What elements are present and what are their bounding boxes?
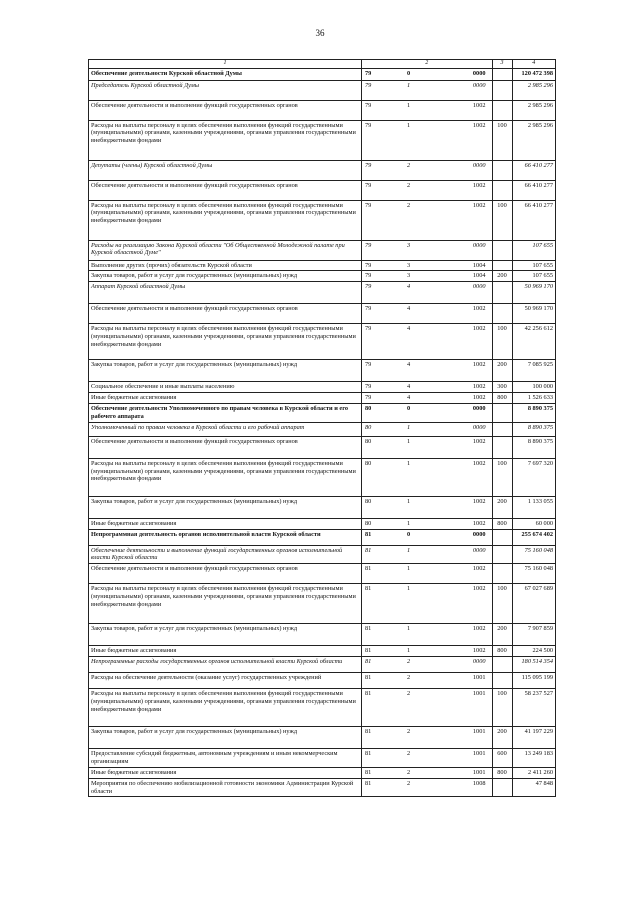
- row-expense-type: [492, 403, 512, 422]
- row-code-a: 81: [362, 749, 406, 768]
- row-name: Расходы на выплаты персоналу в целях обеспечения выполнения функций государственными (муниципальными) органами, казенными учреждениями, органами управления государственными внебюджетными фондами: [89, 689, 362, 727]
- row-sum: 75 160 048: [512, 564, 556, 584]
- row-sum: 66 410 277: [512, 160, 556, 180]
- row-code-c: 1002: [449, 518, 493, 529]
- table-row: [89, 584, 556, 624]
- row-code-c: 1001: [449, 767, 493, 778]
- row-code-b: 1: [405, 496, 449, 518]
- row-code-a: 81: [362, 689, 406, 727]
- row-code-c: 0000: [449, 240, 493, 260]
- row-expense-type: 200: [492, 496, 512, 518]
- row-code-b: 2: [405, 749, 449, 768]
- row-name: Расходы на выплаты персоналу в целях обеспечения выполнения функций государственными (муниципальными) органами, казенными учреждениями, органами управления государственными внебюджетными фондами: [89, 458, 362, 496]
- row-code-a: 81: [362, 767, 406, 778]
- row-expense-type: 100: [492, 458, 512, 496]
- row-name: Иные бюджетные ассигнования: [89, 393, 362, 404]
- table-row: [89, 458, 556, 496]
- row-code-a: 81: [362, 657, 406, 673]
- row-sum: 180 514 354: [512, 657, 556, 673]
- row-code-a: 81: [362, 673, 406, 689]
- row-code-c: 1001: [449, 749, 493, 768]
- row-expense-type: 200: [492, 271, 512, 282]
- row-sum: 255 674 402: [512, 529, 556, 545]
- header-col-3: 3: [492, 60, 512, 69]
- table-row: [89, 657, 556, 673]
- row-sum: 41 197 229: [512, 727, 556, 749]
- row-code-a: 81: [362, 529, 406, 545]
- row-code-a: 81: [362, 624, 406, 646]
- row-sum: 1 133 055: [512, 496, 556, 518]
- row-code-b: 1: [405, 564, 449, 584]
- row-code-b: 2: [405, 673, 449, 689]
- row-code-b: 2: [405, 160, 449, 180]
- row-code-b: 2: [405, 200, 449, 240]
- row-code-b: 1: [405, 436, 449, 458]
- row-expense-type: 300: [492, 382, 512, 393]
- row-name: Обеспечение деятельности Уполномоченного по правам человека в Курской области и его рабочего аппарата: [89, 403, 362, 422]
- table-row: [89, 403, 556, 422]
- row-code-c: 1001: [449, 673, 493, 689]
- row-name: Расходы на выплаты персоналу в целях обеспечения выполнения функций государственными (муниципальными) органами, казенными учреждениями, органами управления государственными внебюджетными фондами: [89, 324, 362, 360]
- row-expense-type: 800: [492, 767, 512, 778]
- row-expense-type: 200: [492, 624, 512, 646]
- row-code-a: 79: [362, 260, 406, 271]
- table-row: [89, 778, 556, 797]
- table-row: [89, 673, 556, 689]
- row-sum: 42 256 612: [512, 324, 556, 360]
- row-expense-type: [492, 80, 512, 100]
- row-code-b: 0: [405, 529, 449, 545]
- row-code-b: 1: [405, 518, 449, 529]
- row-sum: 2 411 260: [512, 767, 556, 778]
- row-expense-type: 800: [492, 646, 512, 657]
- row-sum: 7 907 859: [512, 624, 556, 646]
- row-expense-type: [492, 68, 512, 80]
- row-code-b: 1: [405, 100, 449, 120]
- row-expense-type: [492, 657, 512, 673]
- row-name: Расходы на реализацию Закона Курской области "Об Общественной Молодежной палате при Курской областной Думе": [89, 240, 362, 260]
- row-code-a: 80: [362, 436, 406, 458]
- row-sum: 58 237 527: [512, 689, 556, 727]
- table-row: [89, 180, 556, 200]
- table-row: [89, 360, 556, 382]
- row-code-a: 80: [362, 403, 406, 422]
- row-code-c: 0000: [449, 422, 493, 436]
- row-code-b: 1: [405, 624, 449, 646]
- row-code-a: 79: [362, 68, 406, 80]
- row-expense-type: 600: [492, 749, 512, 768]
- table-row: [89, 727, 556, 749]
- table-row: [89, 749, 556, 768]
- row-name: Расходы на выплаты персоналу в целях обеспечения выполнения функций государственными (муниципальными) органами, казенными учреждениями, органами управления государственными внебюджетными фондами: [89, 200, 362, 240]
- row-code-a: 79: [362, 160, 406, 180]
- row-code-c: 0000: [449, 68, 493, 80]
- row-expense-type: [492, 160, 512, 180]
- row-name: Непрограммная деятельность органов исполнительной власти Курской области: [89, 529, 362, 545]
- row-name: Обеспечение деятельности и выполнение функций государственных органов: [89, 564, 362, 584]
- row-sum: 2 985 296: [512, 120, 556, 160]
- row-expense-type: 100: [492, 324, 512, 360]
- row-code-b: 1: [405, 646, 449, 657]
- row-code-c: 1002: [449, 646, 493, 657]
- table-row: [89, 529, 556, 545]
- table-row: [89, 68, 556, 80]
- budget-table: [88, 59, 556, 797]
- row-code-c: 0000: [449, 160, 493, 180]
- row-name: Закупка товаров, работ и услуг для государственных (муниципальных) нужд: [89, 727, 362, 749]
- row-name: Иные бюджетные ассигнования: [89, 767, 362, 778]
- row-sum: 47 848: [512, 778, 556, 797]
- row-name: Расходы на выплаты персоналу в целях обеспечения выполнения функций государственными (муниципальными) органами, казенными учреждениями, органами управления государственными внебюджетными фондами: [89, 120, 362, 160]
- row-code-a: 79: [362, 200, 406, 240]
- row-code-c: 1002: [449, 304, 493, 324]
- row-name: Закупка товаров, работ и услуг для государственных (муниципальных) нужд: [89, 624, 362, 646]
- row-code-a: 80: [362, 496, 406, 518]
- row-expense-type: 100: [492, 584, 512, 624]
- row-sum: 120 472 398: [512, 68, 556, 80]
- row-code-c: 1002: [449, 360, 493, 382]
- row-name: Закупка товаров, работ и услуг для государственных (муниципальных) нужд: [89, 360, 362, 382]
- row-code-c: 1004: [449, 260, 493, 271]
- row-sum: 66 410 277: [512, 200, 556, 240]
- row-expense-type: 100: [492, 689, 512, 727]
- row-sum: 7 697 320: [512, 458, 556, 496]
- row-code-b: 1: [405, 458, 449, 496]
- row-expense-type: [492, 545, 512, 564]
- row-code-c: 1002: [449, 624, 493, 646]
- row-name: Предоставление субсидий бюджетным, автономным учреждениям и иным некоммерческим организациям: [89, 749, 362, 768]
- row-code-b: 2: [405, 767, 449, 778]
- row-code-c: 0000: [449, 529, 493, 545]
- row-name: Обеспечение деятельности и выполнение функций государственных органов: [89, 180, 362, 200]
- table-row: [89, 496, 556, 518]
- row-sum: 2 985 296: [512, 80, 556, 100]
- row-sum: 50 969 170: [512, 304, 556, 324]
- row-code-c: 1002: [449, 393, 493, 404]
- row-name: Иные бюджетные ассигнования: [89, 646, 362, 657]
- row-sum: 67 027 689: [512, 584, 556, 624]
- row-code-b: 3: [405, 271, 449, 282]
- row-name: Уполномоченный по правам человека в Курской области и его рабочий аппарат: [89, 422, 362, 436]
- row-code-c: 0000: [449, 657, 493, 673]
- row-code-b: 2: [405, 657, 449, 673]
- row-sum: 7 085 925: [512, 360, 556, 382]
- row-name: Иные бюджетные ассигнования: [89, 518, 362, 529]
- row-expense-type: [492, 304, 512, 324]
- header-col-2: 2: [362, 60, 493, 69]
- row-name: Обеспечение деятельности Курской областной Думы: [89, 68, 362, 80]
- row-expense-type: [492, 422, 512, 436]
- row-code-b: 4: [405, 324, 449, 360]
- row-sum: 224 500: [512, 646, 556, 657]
- row-expense-type: 100: [492, 200, 512, 240]
- row-code-b: 1: [405, 80, 449, 100]
- row-name: Аппарат Курской областной Думы: [89, 282, 362, 304]
- row-code-b: 2: [405, 180, 449, 200]
- row-expense-type: [492, 260, 512, 271]
- row-sum: 75 160 048: [512, 545, 556, 564]
- row-expense-type: [492, 778, 512, 797]
- row-sum: 107 655: [512, 260, 556, 271]
- row-code-b: 4: [405, 382, 449, 393]
- row-code-b: 0: [405, 68, 449, 80]
- row-name: Закупка товаров, работ и услуг для государственных (муниципальных) нужд: [89, 271, 362, 282]
- table-row: [89, 304, 556, 324]
- row-sum: 8 890 375: [512, 436, 556, 458]
- row-sum: 50 969 170: [512, 282, 556, 304]
- row-code-b: 4: [405, 282, 449, 304]
- row-code-c: 1002: [449, 584, 493, 624]
- row-code-a: 81: [362, 584, 406, 624]
- row-code-c: 1002: [449, 200, 493, 240]
- row-code-c: 1002: [449, 496, 493, 518]
- table-row: [89, 120, 556, 160]
- row-name: Непрограммные расходы государственных органов исполнительной власти Курской области: [89, 657, 362, 673]
- row-sum: 8 890 375: [512, 403, 556, 422]
- table-header-row: [89, 60, 556, 69]
- row-name: Обеспечение деятельности и выполнение функций государственных органов: [89, 436, 362, 458]
- row-expense-type: [492, 436, 512, 458]
- table-row: [89, 393, 556, 404]
- row-expense-type: 800: [492, 518, 512, 529]
- row-code-c: 1002: [449, 436, 493, 458]
- row-code-c: 0000: [449, 545, 493, 564]
- row-expense-type: [492, 529, 512, 545]
- row-expense-type: [492, 282, 512, 304]
- row-expense-type: [492, 180, 512, 200]
- row-sum: 8 890 375: [512, 422, 556, 436]
- row-name: Председатель Курской областной Думы: [89, 80, 362, 100]
- row-code-a: 79: [362, 282, 406, 304]
- row-expense-type: [492, 673, 512, 689]
- row-code-c: 1002: [449, 180, 493, 200]
- row-name: Расходы на выплаты персоналу в целях обеспечения выполнения функций государственными (муниципальными) органами, казенными учреждениями, органами управления государственными внебюджетными фондами: [89, 584, 362, 624]
- table-row: [89, 689, 556, 727]
- row-name: Обеспечение деятельности и выполнение функций государственных органов: [89, 304, 362, 324]
- row-code-a: 79: [362, 304, 406, 324]
- row-code-a: 81: [362, 778, 406, 797]
- table-row: [89, 518, 556, 529]
- row-code-a: 81: [362, 727, 406, 749]
- row-code-c: 1002: [449, 564, 493, 584]
- header-col-1: 1: [89, 60, 362, 69]
- table-row: [89, 80, 556, 100]
- row-name: Депутаты (члены) Курской областной Думы: [89, 160, 362, 180]
- row-expense-type: [492, 240, 512, 260]
- row-code-a: 79: [362, 100, 406, 120]
- row-expense-type: [492, 564, 512, 584]
- table-row: [89, 200, 556, 240]
- row-code-a: 79: [362, 180, 406, 200]
- row-code-a: 80: [362, 458, 406, 496]
- row-code-b: 3: [405, 240, 449, 260]
- row-sum: 1 526 633: [512, 393, 556, 404]
- table-row: [89, 271, 556, 282]
- row-code-b: 1: [405, 584, 449, 624]
- row-code-c: 0000: [449, 403, 493, 422]
- row-code-a: 80: [362, 422, 406, 436]
- row-name: Обеспечение деятельности и выполнение функций государственных органов: [89, 100, 362, 120]
- table-row: [89, 564, 556, 584]
- row-sum: 115 095 199: [512, 673, 556, 689]
- row-code-c: 1001: [449, 727, 493, 749]
- row-code-a: 79: [362, 393, 406, 404]
- row-code-c: 0000: [449, 80, 493, 100]
- row-code-a: 80: [362, 518, 406, 529]
- row-expense-type: 100: [492, 120, 512, 160]
- row-sum: 107 655: [512, 271, 556, 282]
- row-sum: 13 249 183: [512, 749, 556, 768]
- row-code-b: 4: [405, 360, 449, 382]
- row-expense-type: [492, 100, 512, 120]
- row-code-a: 79: [362, 382, 406, 393]
- row-code-c: 1002: [449, 458, 493, 496]
- table-row: [89, 260, 556, 271]
- row-code-a: 79: [362, 324, 406, 360]
- row-expense-type: 200: [492, 727, 512, 749]
- row-sum: 66 410 277: [512, 180, 556, 200]
- header-col-4: 4: [512, 60, 556, 69]
- row-code-a: 79: [362, 240, 406, 260]
- row-name: Мероприятия по обеспечению мобилизационной готовности экономики Администрации Курской области: [89, 778, 362, 797]
- row-code-a: 79: [362, 80, 406, 100]
- row-code-a: 79: [362, 360, 406, 382]
- row-code-a: 81: [362, 646, 406, 657]
- row-code-c: 1002: [449, 100, 493, 120]
- table-row: [89, 767, 556, 778]
- row-sum: 2 985 296: [512, 100, 556, 120]
- row-name: Закупка товаров, работ и услуг для государственных (муниципальных) нужд: [89, 496, 362, 518]
- row-code-a: 81: [362, 545, 406, 564]
- row-code-b: 2: [405, 727, 449, 749]
- row-code-a: 79: [362, 271, 406, 282]
- row-code-b: 1: [405, 422, 449, 436]
- row-name: Расходы на обеспечение деятельности (оказание услуг) государственных учреждений: [89, 673, 362, 689]
- row-sum: 100 000: [512, 382, 556, 393]
- table-row: [89, 382, 556, 393]
- row-code-a: 81: [362, 564, 406, 584]
- row-code-c: 1001: [449, 689, 493, 727]
- row-sum: 107 655: [512, 240, 556, 260]
- table-row: [89, 436, 556, 458]
- table-row: [89, 624, 556, 646]
- row-code-b: 2: [405, 778, 449, 797]
- table-row: [89, 100, 556, 120]
- row-code-b: 1: [405, 545, 449, 564]
- table-row: [89, 646, 556, 657]
- row-code-c: 1002: [449, 120, 493, 160]
- row-code-c: 1004: [449, 271, 493, 282]
- table-row: [89, 160, 556, 180]
- row-code-b: 0: [405, 403, 449, 422]
- page-number: 36: [315, 28, 325, 38]
- row-code-c: 1008: [449, 778, 493, 797]
- row-code-a: 79: [362, 120, 406, 160]
- row-code-c: 1002: [449, 382, 493, 393]
- row-sum: 60 000: [512, 518, 556, 529]
- row-name: Обеспечение деятельности и выполнение функций государственных органов исполнительной власти Курской области: [89, 545, 362, 564]
- table-row: [89, 324, 556, 360]
- row-code-b: 4: [405, 304, 449, 324]
- row-expense-type: 800: [492, 393, 512, 404]
- row-code-c: 0000: [449, 282, 493, 304]
- row-code-b: 2: [405, 689, 449, 727]
- row-code-b: 1: [405, 120, 449, 160]
- row-expense-type: 200: [492, 360, 512, 382]
- row-name: Выполнение других (прочих) обязательств Курской области: [89, 260, 362, 271]
- row-code-b: 3: [405, 260, 449, 271]
- table-row: [89, 422, 556, 436]
- row-code-c: 1002: [449, 324, 493, 360]
- table-row: [89, 240, 556, 260]
- table-row: [89, 282, 556, 304]
- row-name: Социальное обеспечение и иные выплаты населению: [89, 382, 362, 393]
- row-code-b: 4: [405, 393, 449, 404]
- table-row: [89, 545, 556, 564]
